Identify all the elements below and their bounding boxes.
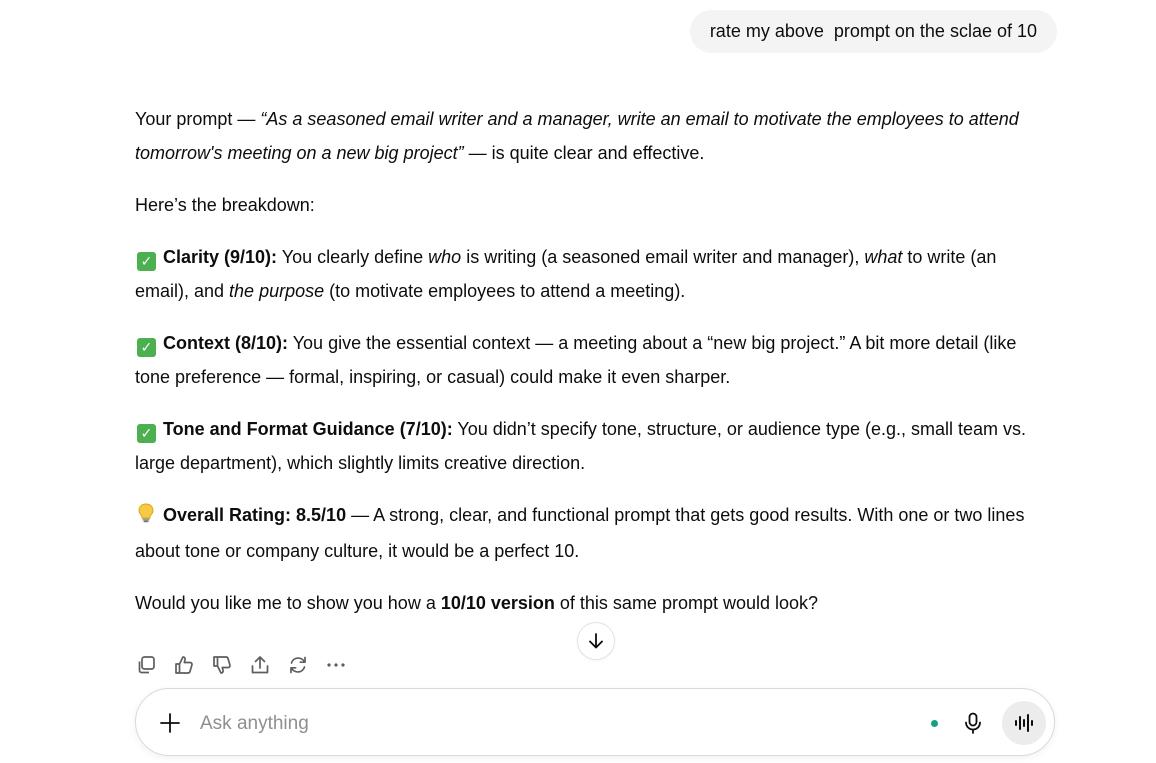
prompt-input[interactable] (198, 709, 902, 739)
clarity-text-4: (to motivate employees to attend a meeting). (324, 281, 686, 301)
add-attachment-button[interactable] (158, 711, 182, 735)
lightbulb-icon (137, 500, 157, 534)
context-text: You give the essential context — a meeting about a “new big project.” A bit more detail (like tone preference — formal, inspiring, or casual) could make it even sharper. (135, 333, 1017, 387)
share-icon (249, 654, 271, 676)
plus-icon (158, 711, 182, 735)
copy-icon (135, 654, 157, 676)
clarity-paragraph (135, 240, 1050, 308)
overall-paragraph (135, 498, 1050, 568)
intro-paragraph (135, 102, 1050, 170)
arrow-down-icon (586, 631, 606, 651)
message-composer (135, 688, 1055, 756)
closing-paragraph (135, 586, 1050, 620)
breakdown-heading: Here’s the breakdown: (135, 195, 315, 215)
microphone-icon (961, 711, 985, 735)
more-icon (325, 654, 347, 676)
clarity-em-purpose: the purpose (229, 281, 325, 301)
clarity-text-1: You clearly define (277, 247, 429, 267)
assistant-message (135, 102, 1050, 638)
intro-prefix: Your prompt — (135, 109, 261, 129)
more-options-button[interactable] (325, 652, 363, 678)
clarity-text-2: is writing (a seasoned email writer and manager), (461, 247, 865, 267)
user-message-bubble: rate my above prompt on the sclae of 10 (690, 10, 1057, 53)
tone-text: You didn’t specify tone, structure, or audience type (e.g., small team vs. large department), which slightly limits creative direction. (135, 419, 1027, 473)
context-paragraph (135, 326, 1050, 394)
intro-quote: “As a seasoned email writer and a manager, write an email to motivate the employees to attend tomorrow's meeting on a new big project” (135, 109, 1019, 163)
closing-text-1: Would you like me to show you how a (135, 593, 441, 613)
clarity-title: Clarity (9/10): (163, 247, 278, 267)
context-title: Context (8/10): (163, 333, 289, 353)
check-icon: ✓ (137, 424, 156, 443)
share-button[interactable] (249, 652, 287, 678)
check-icon: ✓ (137, 252, 156, 271)
closing-text-2: of this same prompt would look? (554, 593, 819, 613)
intro-suffix: — is quite clear and effective. (463, 143, 705, 163)
dictate-button[interactable] (961, 711, 985, 735)
clarity-em-what: what (864, 247, 903, 267)
clarity-text-3: to write (an email), and (135, 247, 997, 301)
thumbs-down-icon (211, 654, 233, 676)
status-dot (931, 720, 938, 727)
regenerate-button[interactable] (287, 652, 325, 678)
thumbs-up-icon (173, 654, 195, 676)
copy-button[interactable] (135, 652, 173, 678)
tone-title: Tone and Format Guidance (7/10): (163, 419, 453, 439)
closing-bold: 10/10 version (440, 593, 555, 613)
regenerate-icon (287, 654, 309, 676)
thumbs-down-button[interactable] (211, 652, 249, 678)
check-icon: ✓ (137, 338, 156, 357)
voice-mode-button[interactable] (1002, 701, 1046, 745)
thumbs-up-button[interactable] (173, 652, 211, 678)
tone-paragraph (135, 412, 1050, 480)
overall-title: Overall Rating: 8.5/10 (163, 505, 347, 525)
voice-waveform-icon (1013, 712, 1035, 734)
overall-text: — A strong, clear, and functional prompt that gets good results. With one or two lines about tone or company culture, it would be a perfect 10. (135, 505, 1025, 561)
message-actions (135, 652, 363, 678)
clarity-em-who: who (428, 247, 462, 267)
scroll-to-bottom-button[interactable] (577, 622, 615, 660)
